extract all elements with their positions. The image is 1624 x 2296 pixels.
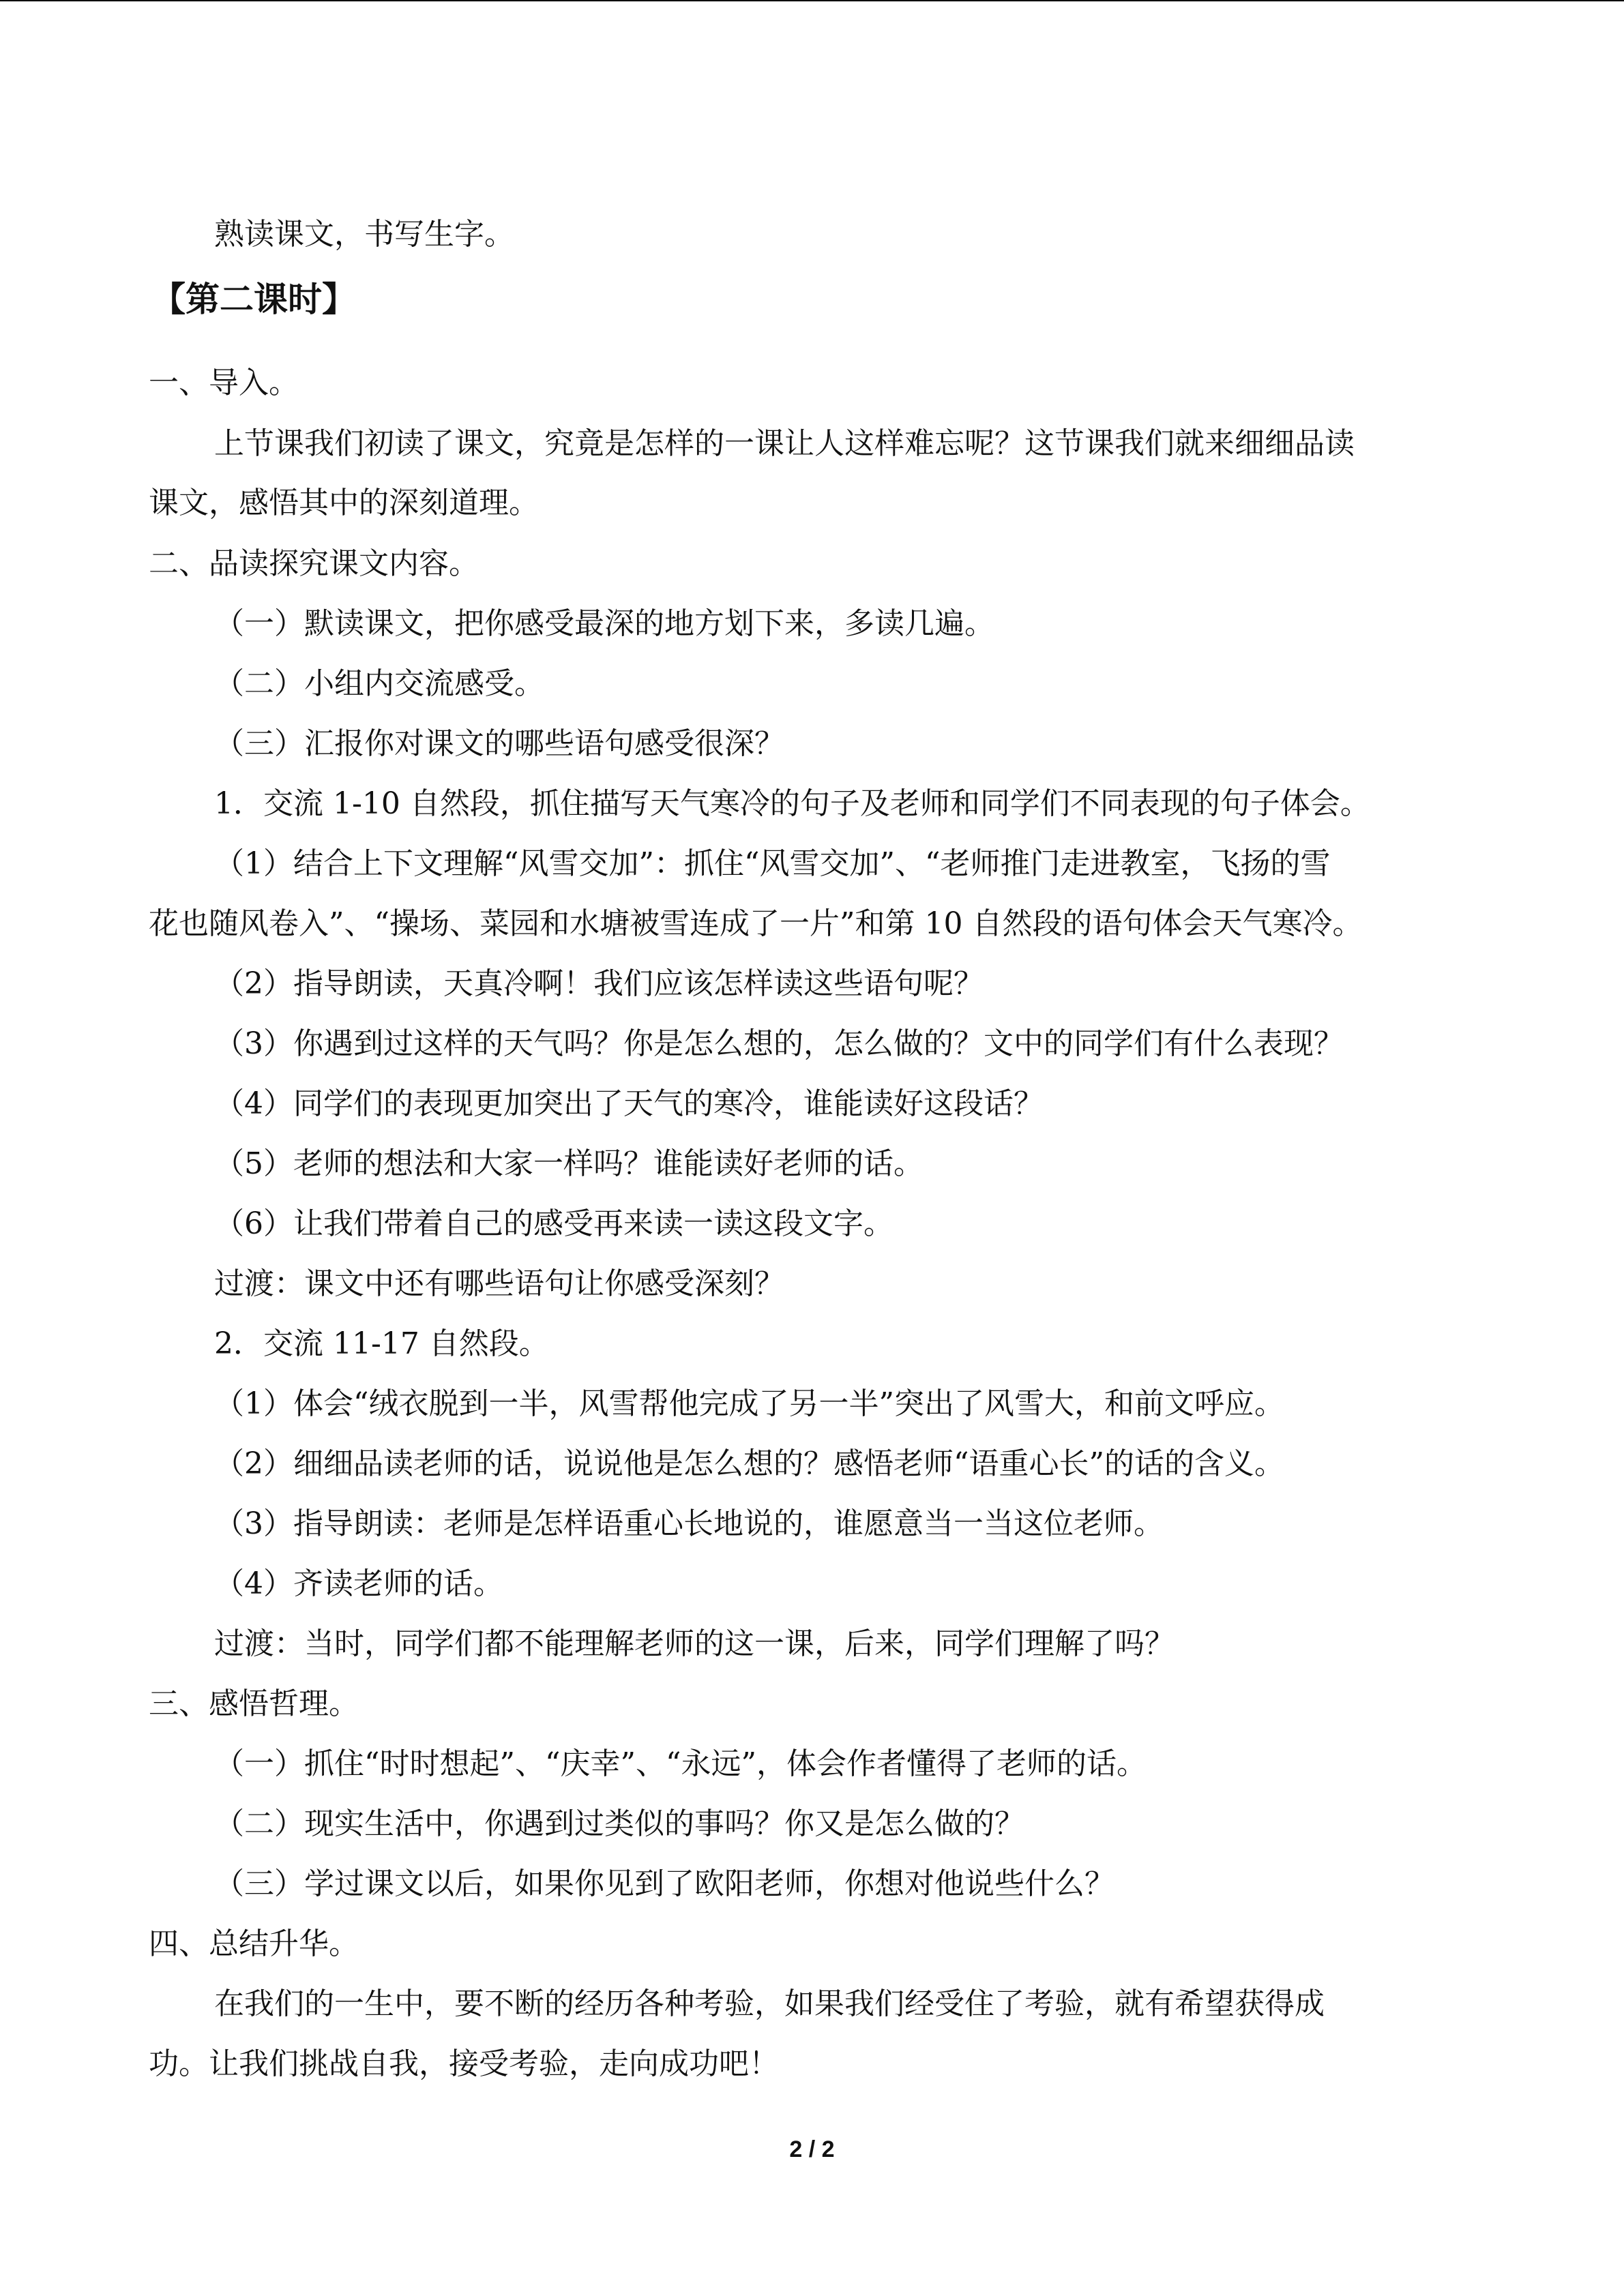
text-line: （1）体会“绒衣脱到一半，风雪帮他完成了另一半”突出了风雪大，和前文呼应。 [214,1386,1284,1421]
text-line: 上节课我们初读了课文，究竟是怎样的一课让人这样难忘呢？这节课我们就来细细品读 [214,426,1355,461]
text-line: （2）细细品读老师的话，说说他是怎么想的？感悟老师“语重心长”的话的含义。 [214,1446,1284,1481]
page-number: 2 / 2 [789,2136,835,2162]
heading-study: 二、品读探究课文内容。 [149,546,479,581]
text-line: 功。让我们挑战自我，接受考验，走向成功吧！ [149,2046,779,2081]
text-line: 1．交流 1-10 自然段，抓住描写天气寒冷的句子及老师和同学们不同表现的句子体会。 [214,786,1370,821]
text-line: （1）结合上下文理解“风雪交加”：抓住“风雪交加”、“老师推门走进教室，飞扬的雪 [214,846,1331,881]
text-line: （二）现实生活中，你遇到过类似的事吗？你又是怎么做的？ [214,1806,1024,1841]
text-line: （一）默读课文，把你感受最深的地方划下来，多读几遍。 [214,606,994,641]
heading-summary: 四、总结升华。 [149,1926,359,1961]
text-line: （一）抓住“时时想起”、“庆幸”、“永远”，体会作者懂得了老师的话。 [214,1746,1147,1781]
text-line: （三）学过课文以后，如果你见到了欧阳老师，你想对他说些什么？ [214,1866,1114,1901]
text-line: （二）小组内交流感受。 [214,666,544,701]
text-line: 过渡：课文中还有哪些语句让你感受深刻？ [214,1266,784,1301]
text-line: 熟读课文，书写生字。 [214,217,514,252]
text-line: （4）同学们的表现更加突出了天气的寒冷，谁能读好这段话？ [214,1086,1044,1121]
text-line: （三）汇报你对课文的哪些语句感受很深？ [214,726,784,761]
heading-insight: 三、感悟哲理。 [149,1686,359,1721]
text-line: （6）让我们带着自己的感受再来读一读这段文字。 [214,1206,894,1241]
text-line: （5）老师的想法和大家一样吗？谁能读好老师的话。 [214,1146,924,1181]
text-line: 花也随风卷入”、“操场、菜园和水塘被雪连成了一片”和第 10 自然段的语句体会天气寒冷。 [149,906,1363,941]
text-line: 课文，感悟其中的深刻道理。 [149,486,539,520]
text-line: （3）你遇到过这样的天气吗？你是怎么想的，怎么做的？文中的同学们有什么表现？ [214,1026,1344,1061]
text-line: 2．交流 11-17 自然段。 [214,1326,549,1361]
text-line: （3）指导朗读：老师是怎样语重心长地说的，谁愿意当一当这位老师。 [214,1506,1164,1541]
section-title: 【第二课时】 [151,280,356,319]
heading-intro: 一、导入。 [149,366,299,400]
text-line: （4）齐读老师的话。 [214,1566,503,1601]
text-line: 在我们的一生中，要不断的经历各种考验，如果我们经受住了考验，就有希望获得成 [214,1986,1325,2021]
text-line: （2）指导朗读，天真冷啊！我们应该怎样读这些语句呢？ [214,966,984,1001]
text-line: 过渡：当时，同学们都不能理解老师的这一课，后来，同学们理解了吗？ [214,1626,1175,1661]
